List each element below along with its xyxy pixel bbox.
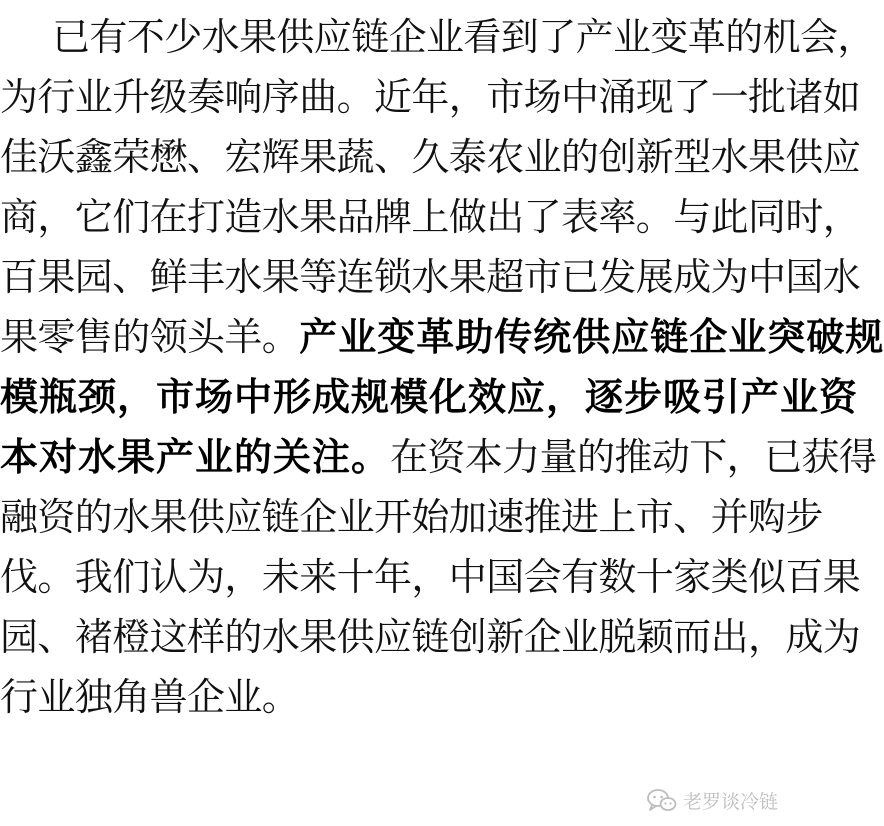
text-segment: 果零售的领头羊。: [0, 315, 300, 359]
watermark-text: 老罗谈冷链: [682, 791, 778, 813]
text-line: [0, 308, 884, 366]
text-segment: 在资本力量的推动下，已获得: [390, 435, 877, 479]
text-line: 已有不少水果供应链企业看到了产业变革的机会，: [52, 15, 875, 59]
wechat-icon: [647, 789, 677, 813]
text-line: [0, 428, 876, 486]
bold-text-segment: 产业变革助传统供应链企业突破规: [299, 315, 884, 359]
text-line: 行业独角兽企业。: [0, 675, 300, 719]
bold-text-segment: 本对水果产业的关注。: [0, 435, 391, 479]
text-line: 为行业升级奏响序曲。近年，市场中涌现了一批诸如: [0, 75, 861, 119]
text-line: 佳沃鑫荣懋、宏辉果蔬、久泰农业的创新型水果供应: [0, 135, 861, 179]
text-line: 百果园、鲜丰水果等连锁水果超市已发展成为中国水: [0, 255, 861, 299]
text-line: 融资的水果供应链企业开始加速推进上市、并购步: [0, 495, 823, 539]
text-line: 伐。我们认为，未来十年，中国会有数十家类似百果: [0, 555, 861, 599]
text-line: 商，它们在打造水果品牌上做出了表率。与此同时，: [0, 195, 861, 239]
watermark: [647, 787, 778, 814]
bold-text-line: 模瓶颈，市场中形成规模化效应，逐步吸引产业资: [0, 375, 859, 419]
text-line: 园、褚橙这样的水果供应链创新企业脱颖而出，成为: [0, 615, 861, 659]
